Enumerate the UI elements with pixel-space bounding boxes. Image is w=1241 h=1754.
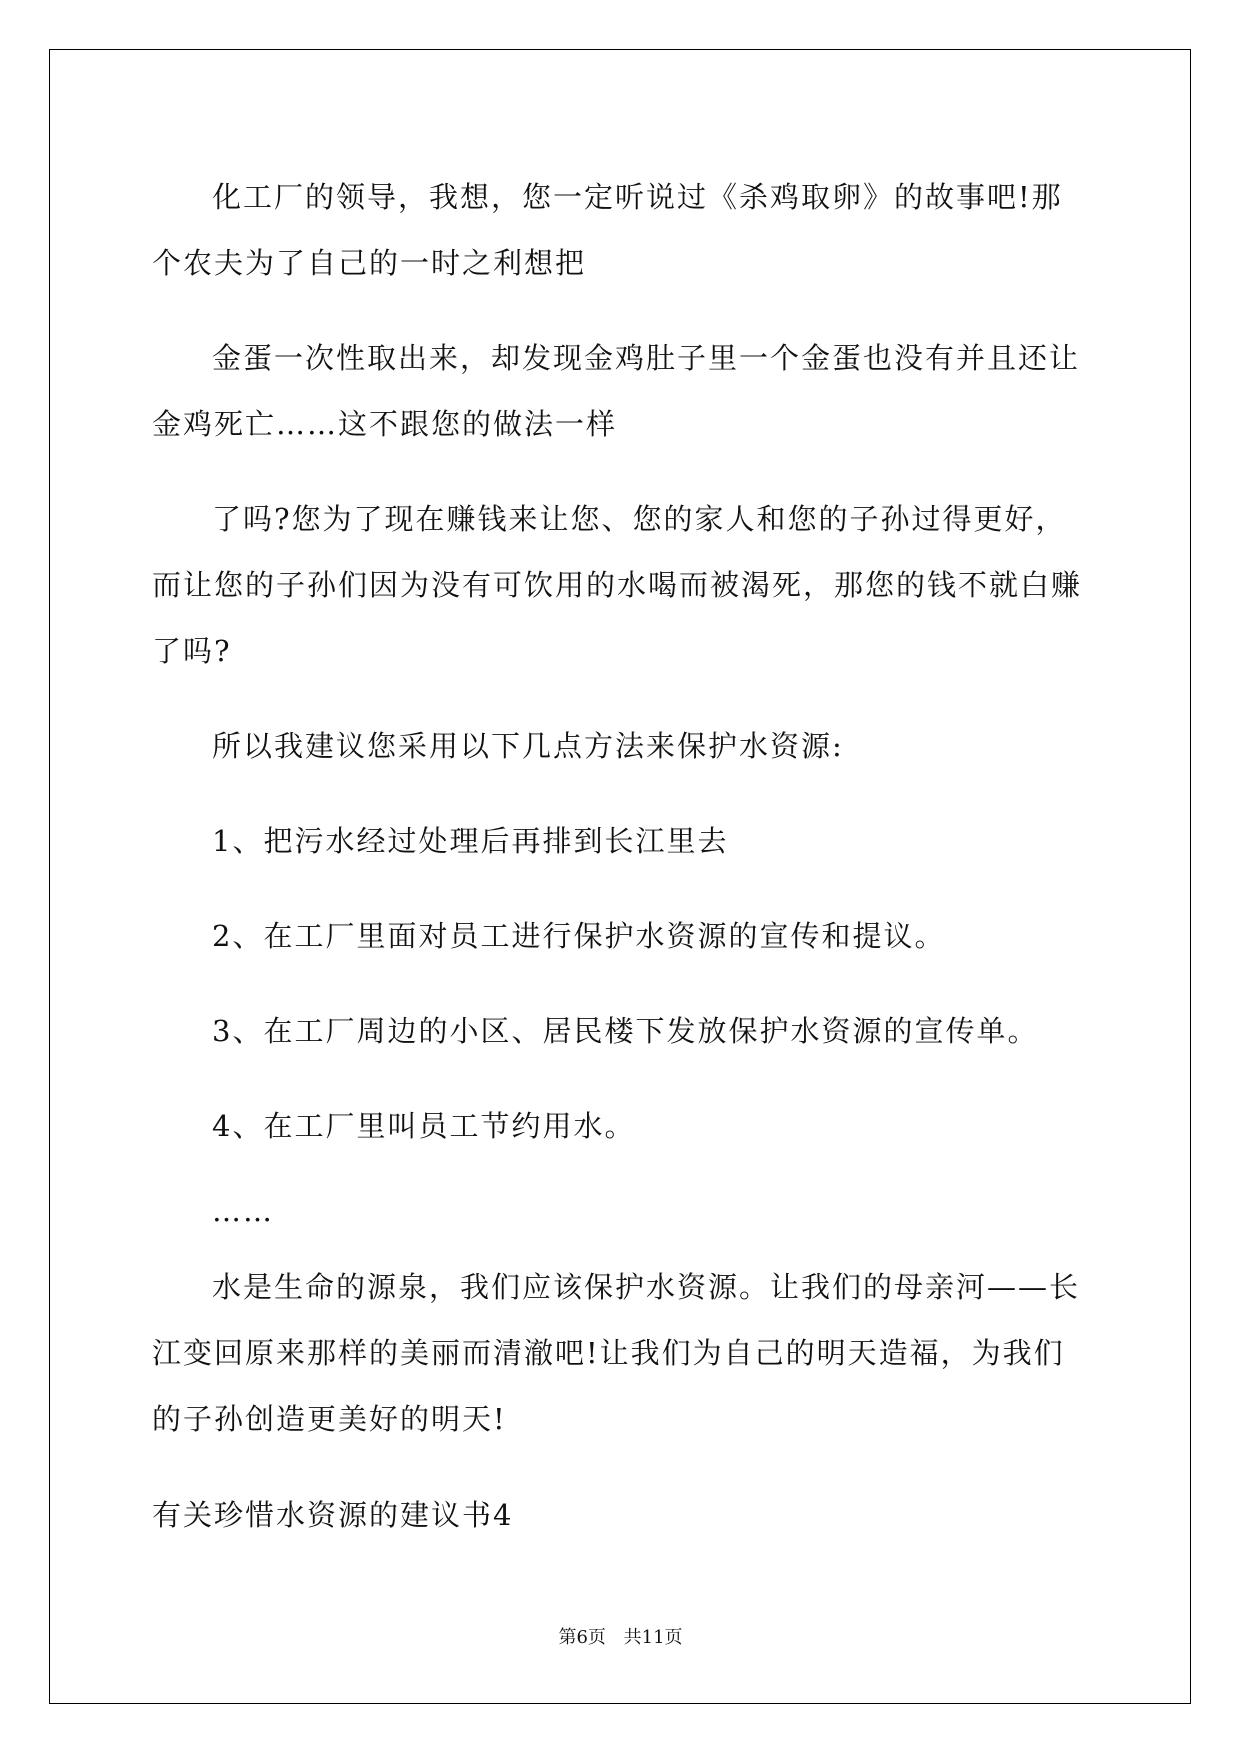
list-item-1: 1、把污水经过处理后再排到长江里去 [212,824,729,858]
page-total: 共11页 [623,1627,683,1648]
paragraph-closing: 水是生命的源泉，我们应该保护水资源。让我们的母亲河——长江变回原来那样的美丽而清澈吧!让我们为自己的明天造福，为我们的子孙创造更美好的明天! [152,1270,1081,1436]
paragraph-1: 化工厂的领导，我想，您一定听说过《杀鸡取卵》的故事吧!那个农夫为了自己的一时之利想把 [152,180,1063,280]
ellipsis: …… [212,1194,274,1228]
paragraph-3: 了吗?您为了现在赚钱来让您、您的家人和您的子孙过得更好，而让您的子孙们因为没有可饮用的水喝而被渴死，那您的钱不就白赚了吗? [152,502,1083,668]
page-footer [0,1623,1241,1649]
section-heading: 有关珍惜水资源的建议书4 [152,1498,514,1532]
list-item-4: 4、在工厂里叫员工节约用水。 [212,1109,636,1143]
page-number: 第6页 [558,1627,606,1648]
paragraph-2: 金蛋一次性取出来，却发现金鸡肚子里一个金蛋也没有并且还让金鸡死亡……这不跟您的做法一样 [152,341,1081,441]
paragraph-4: 所以我建议您采用以下几点方法来保护水资源: [212,729,844,763]
list-item-2: 2、在工厂里面对员工进行保护水资源的宣传和提议。 [212,919,946,953]
page-border [49,49,1191,1704]
list-item-3: 3、在工厂周边的小区、居民楼下发放保护水资源的宣传单。 [212,1014,1039,1048]
